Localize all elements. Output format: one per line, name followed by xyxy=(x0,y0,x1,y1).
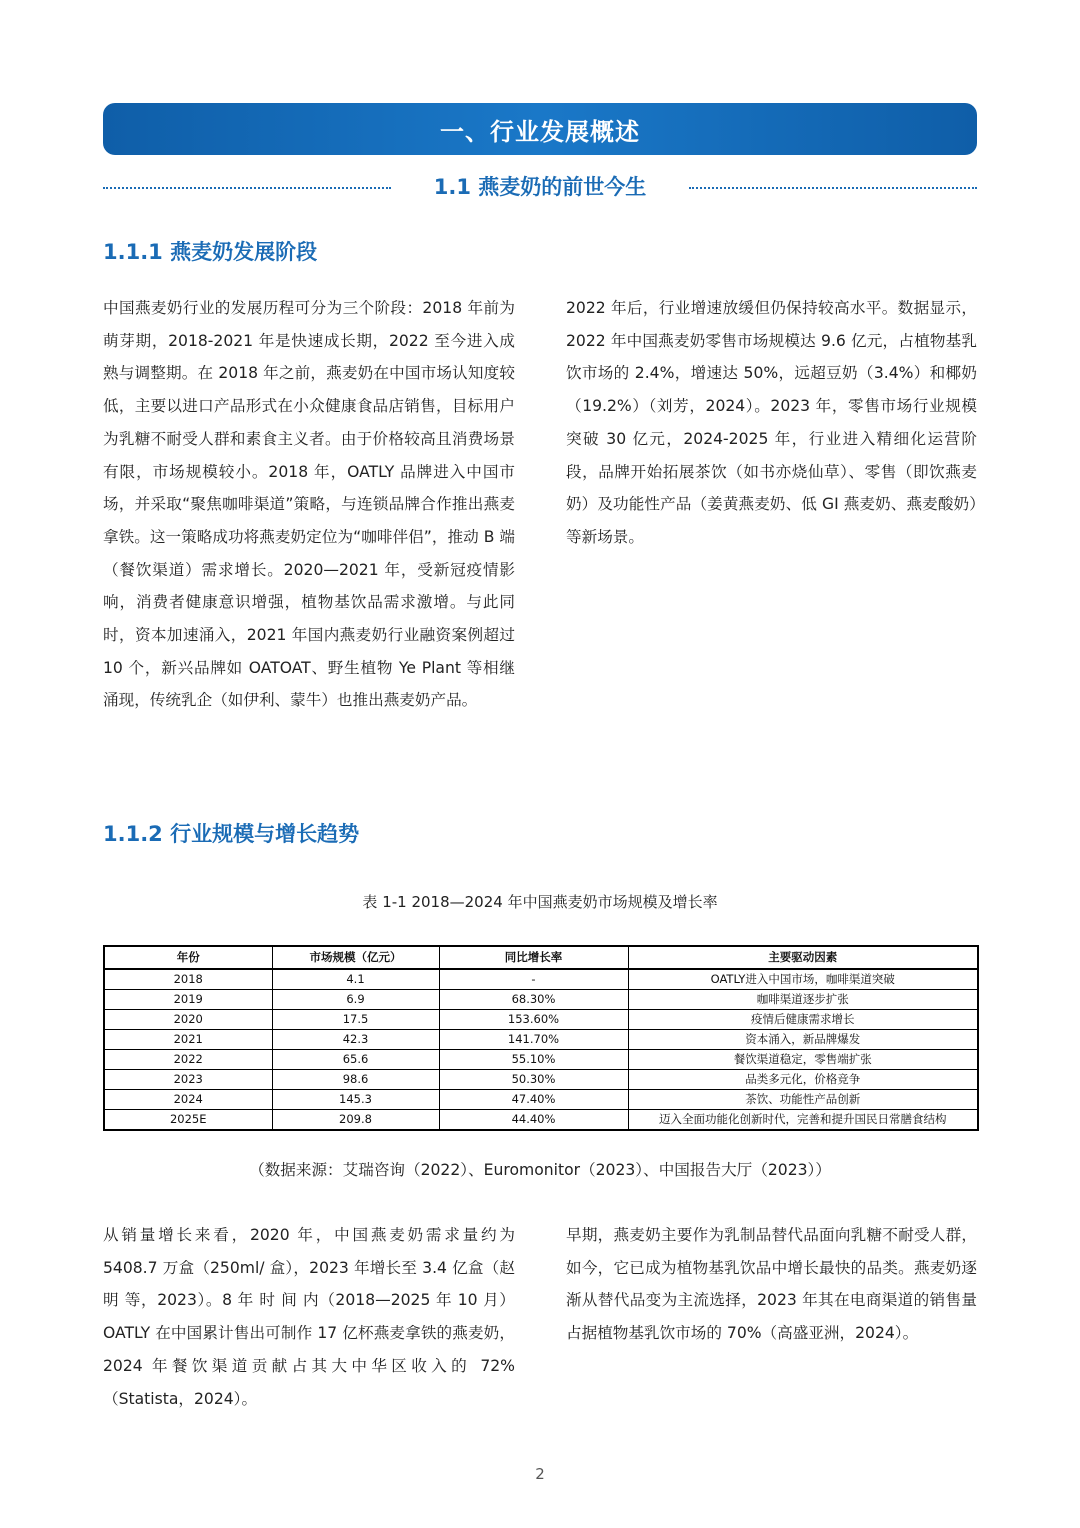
cell-year: 2019 xyxy=(104,990,272,1010)
cell-driver: 茶饮、功能性产品创新 xyxy=(628,1090,978,1110)
table-row xyxy=(104,1110,978,1131)
cell-growth-rate: 47.40% xyxy=(439,1090,628,1110)
cell-driver: 资本涌入，新品牌爆发 xyxy=(628,1030,978,1050)
table-row xyxy=(104,1010,978,1030)
cell-year: 2020 xyxy=(104,1010,272,1030)
table-header-row xyxy=(104,946,978,969)
market-size-table xyxy=(103,945,979,1131)
cell-year: 2025E xyxy=(104,1110,272,1131)
cell-driver: OATLY进入中国市场，咖啡渠道突破 xyxy=(628,969,978,990)
page-number: 2 xyxy=(535,1465,545,1483)
cell-market-size: 209.8 xyxy=(272,1110,439,1131)
paragraph-stages-left: 中国燕麦奶行业的发展历程可分为三个阶段：2018 年前为萌芽期，2018-2021 年是快速成长期，2022 至今进入成熟与调整期。在 2018 年之前，燕麦奶在中国市场认知度较低，主要以进口产品形式在小众健康食品店销售，目标用户为乳糖不耐受人群和素食主义者。由于价格较高且消费场景有限，市场规模较小。2018 年，OATLY 品牌进入中国市场，并采取“聚焦咖啡渠道”策略，与连锁品牌合作推出燕麦拿铁。这一策略成功将燕麦奶定位为“咖啡伴侣”，推动 B 端（餐饮渠道）需求增长。2020—2021 年，受新冠疫情影响，消费者健康意识增强，植物基饮品需求激增。与此同时，资本加速涌入，2021 年国内燕麦奶行业融资案例超过 10 个，新兴品牌如 OATOAT、野生植物 Ye Plant 等相继涌现，传统乳企（如伊利、蒙牛）也推出燕麦奶产品。 xyxy=(103,299,515,710)
paragraph-stages-right: 2022 年后，行业增速放缓但仍保持较高水平。数据显示，2022 年中国燕麦奶零售市场规模达 9.6 亿元，占植物基乳饮市场的 2.4%，增速达 50%，远超豆奶（3.4%）和椰奶（19.2%）（刘芳，2024）。2023 年，零售市场行业规模突破 30 亿元，2024-2025 年，行业进入精细化运营阶段，品牌开始拓展茶饮（如书亦烧仙草）、零售（即饮燕麦奶）及功能性产品（姜黄燕麦奶、低 GI 燕麦奶、燕麦酸奶）等新场景。 xyxy=(566,299,977,546)
cell-market-size: 42.3 xyxy=(272,1030,439,1050)
cell-year: 2023 xyxy=(104,1070,272,1090)
subsection-title: 1.1 燕麦奶的前世今生 xyxy=(433,175,647,199)
data-source-note: （数据来源：艾瑞咨询（2022）、Euromonitor（2023）、中国报告大厅（2023）） xyxy=(249,1161,831,1179)
cell-market-size: 4.1 xyxy=(272,969,439,990)
cell-driver: 餐饮渠道稳定，零售端扩张 xyxy=(628,1050,978,1070)
table-caption: 表 1-1 2018—2024 年中国燕麦奶市场规模及增长率 xyxy=(362,893,718,911)
cell-year: 2018 xyxy=(104,969,272,990)
table-row xyxy=(104,1030,978,1050)
header-growth-rate: 同比增长率 xyxy=(439,946,628,969)
cell-growth-rate: 68.30% xyxy=(439,990,628,1010)
cell-driver: 咖啡渠道逐步扩张 xyxy=(628,990,978,1010)
cell-market-size: 6.9 xyxy=(272,990,439,1010)
cell-year: 2021 xyxy=(104,1030,272,1050)
section-banner xyxy=(103,103,977,155)
cell-growth-rate: 50.30% xyxy=(439,1070,628,1090)
cell-growth-rate: 44.40% xyxy=(439,1110,628,1131)
cell-market-size: 17.5 xyxy=(272,1010,439,1030)
heading-scale-trend: 1.1.2 行业规模与增长趋势 xyxy=(103,822,360,846)
cell-growth-rate: 153.60% xyxy=(439,1010,628,1030)
cell-driver: 迈入全面功能化创新时代，完善和提升国民日常膳食结构 xyxy=(628,1110,978,1131)
banner-title: 一、行业发展概述 xyxy=(440,117,640,146)
header-drivers: 主要驱动因素 xyxy=(628,946,978,969)
paragraph-sales-right: 早期，燕麦奶主要作为乳制品替代品面向乳糖不耐受人群，如今，它已成为植物基乳饮品中增长最快的品类。燕麦奶逐渐从替代品变为主流选择，2023 年其在电商渠道的销售量占据植物基乳饮市场的 70%（高盛亚洲，2024）。 xyxy=(566,1226,977,1343)
header-year: 年份 xyxy=(104,946,272,969)
dotted-divider-right xyxy=(689,187,977,189)
cell-market-size: 145.3 xyxy=(272,1090,439,1110)
table-row xyxy=(104,990,978,1010)
table-row xyxy=(104,969,978,990)
cell-year: 2022 xyxy=(104,1050,272,1070)
cell-growth-rate: - xyxy=(439,969,628,990)
table-row xyxy=(104,1090,978,1110)
paragraph-sales-left: 从销量增长来看，2020 年，中国燕麦奶需求量约为 5408.7 万盒（250ml/ 盒），2023 年增长至 3.4 亿盒（赵明 等，2023）。8 年 时 间 内（2018—2025 年 10 月）OATLY 在中国累计售出可制作 17 亿杯燕麦拿铁的燕麦奶，2024 年餐饮渠道贡献占其大中华区收入的 72%（Statista，2024）。 xyxy=(103,1226,515,1408)
table-row xyxy=(104,1050,978,1070)
header-market-size: 市场规模（亿元） xyxy=(272,946,439,969)
cell-market-size: 65.6 xyxy=(272,1050,439,1070)
subsection-title-row xyxy=(103,170,977,204)
cell-market-size: 98.6 xyxy=(272,1070,439,1090)
table-row xyxy=(104,1070,978,1090)
cell-year: 2024 xyxy=(104,1090,272,1110)
cell-growth-rate: 141.70% xyxy=(439,1030,628,1050)
cell-growth-rate: 55.10% xyxy=(439,1050,628,1070)
dotted-divider-left xyxy=(103,187,391,189)
cell-driver: 疫情后健康需求增长 xyxy=(628,1010,978,1030)
heading-development-stages: 1.1.1 燕麦奶发展阶段 xyxy=(103,240,318,264)
cell-driver: 品类多元化，价格竞争 xyxy=(628,1070,978,1090)
